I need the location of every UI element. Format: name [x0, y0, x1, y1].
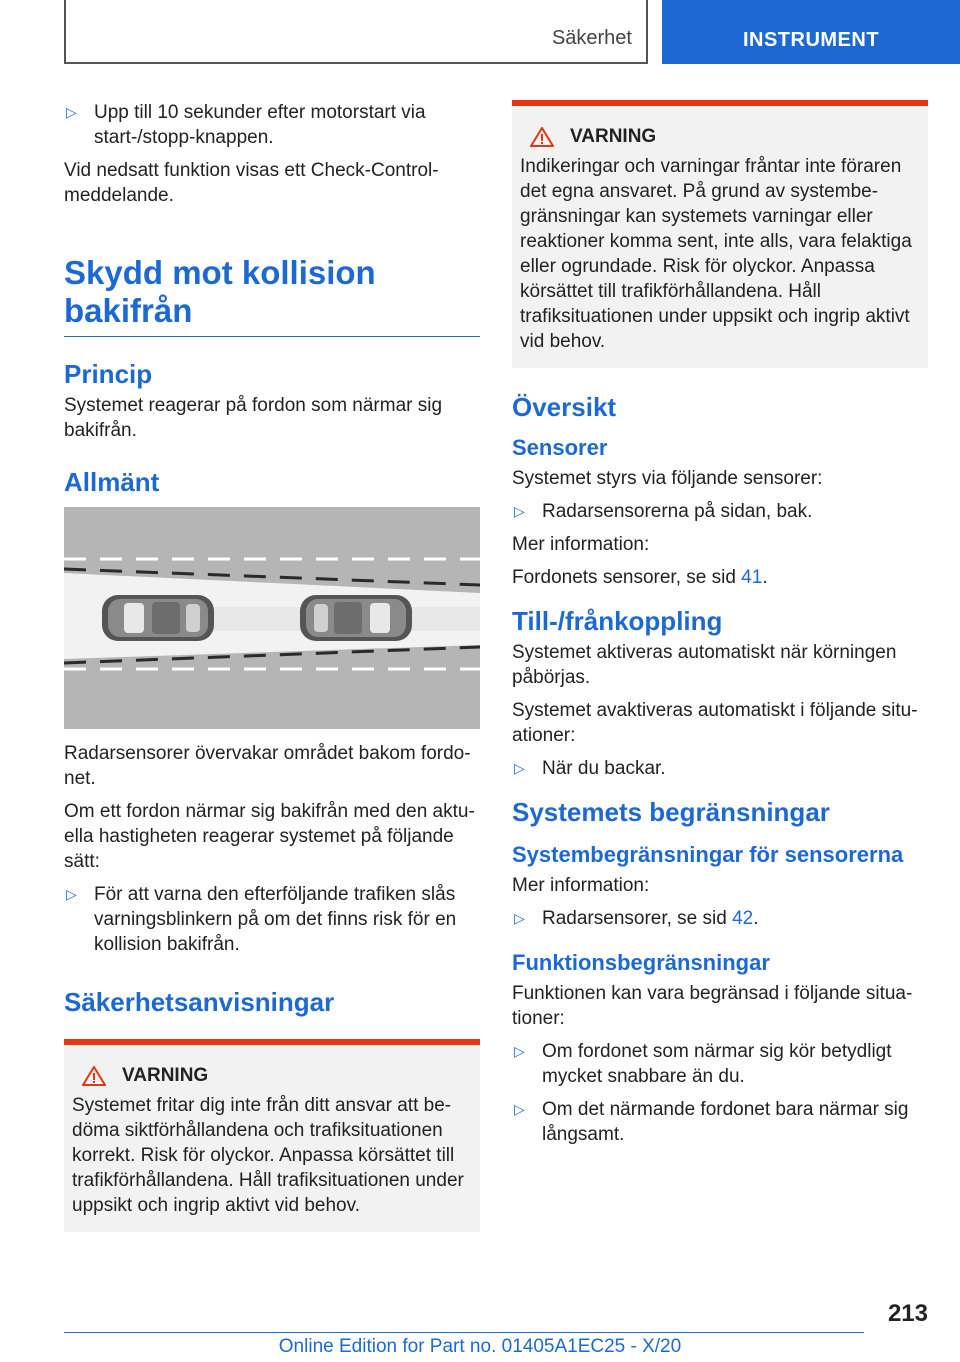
list-item: ▷ Radarsensorerna på sidan, bak.	[514, 501, 813, 522]
triangle-right-outline-icon: ▷	[514, 910, 525, 926]
rear-collision-diagram	[64, 507, 480, 729]
heading-princip: Princip	[64, 359, 153, 389]
heading-sensorer: Sensorer	[512, 435, 608, 460]
header-chapter-label: INSTRUMENT	[742, 29, 880, 51]
warning-box	[512, 100, 928, 368]
page-link-41[interactable]: 41	[741, 567, 763, 588]
triangle-right-outline-icon: ▷	[514, 1043, 525, 1059]
list-item: ▷ Om det närmande fordonet bara närmar sig långsamt.	[514, 1099, 909, 1145]
list-item: ▷ Om fordonet som närmar sig kör betydligt mycket snabbare än du.	[514, 1041, 892, 1087]
page-link-42[interactable]: 42	[732, 908, 754, 929]
warning-box	[64, 1039, 480, 1232]
page-number: 213	[887, 1300, 928, 1327]
triangle-right-outline-icon: ▷	[514, 503, 525, 519]
rear-collision-illustration	[64, 507, 480, 729]
heading-systembegransningar-sensorerna: Systembegränsningar för sensorerna	[512, 842, 904, 867]
paragraph: Om ett fordon närmar sig bakifrån med den aktuella hastigheten reagerar systemet på följande sätt:	[64, 801, 475, 872]
heading-oversikt: Översikt	[512, 392, 617, 422]
paragraph: Mer information:	[512, 875, 650, 896]
page-title: Skydd mot kollision bakifrån	[64, 254, 480, 337]
heading-sakerhetsanvisningar: Säkerhetsanvisningar	[64, 987, 335, 1017]
heading-allmant: Allmänt	[64, 467, 160, 497]
list-item: ▷ När du backar.	[514, 758, 666, 779]
list-item: ▷ Upp till 10 sekunder efter motorstart via start-/stopp-knappen.	[66, 102, 426, 148]
triangle-right-outline-icon: ▷	[66, 886, 77, 902]
paragraph: Systemet aktiveras automatiskt när körningen påbörjas.	[512, 642, 897, 688]
paragraph: Funktionen kan vara begränsad i följande situationer:	[512, 983, 913, 1029]
triangle-right-outline-icon: ▷	[514, 760, 525, 776]
paragraph: Radarsensorer övervakar området bakom fordonet.	[64, 743, 471, 789]
footer-divider	[64, 1332, 864, 1333]
right-column	[512, 100, 928, 1155]
paragraph: Vid nedsatt funktion visas ett Check-Control-meddelande.	[64, 160, 439, 206]
warning-triangle-icon	[530, 127, 554, 147]
warning-text: Indikeringar och varningar fråntar inte föraren det egna ansvaret. På grund av systembegränsningar kan systemets varningar eller reaktioner komma sent, inte alls, vara felaktiga eller ogrundade. Risk för olyckor. Anpassa körsättet till trafikförhållandena. Håll trafiksituationen under uppsikt och ingrip aktivt vid behov.	[520, 156, 912, 352]
paragraph: Systemet reagerar på fordon som närmar sig bakifrån.	[64, 395, 443, 441]
header-section-label: Säkerhet	[551, 27, 632, 49]
paragraph: Systemet styrs via följande sensorer:	[512, 468, 823, 489]
heading-funktionsbegransningar: Funktionsbegränsningar	[512, 950, 770, 975]
front-car	[300, 595, 412, 641]
footer-edition: Online Edition for Part no. 01405A1EC25 - X/20	[278, 1336, 682, 1357]
heading-till-frankoppling: Till-/frånkoppling	[512, 606, 723, 636]
paragraph: Mer information:	[512, 534, 650, 555]
list-item: ▷ För att varna den efterföljande trafiken slås varningsblinkern på om det finns risk för en kollision bakifrån.	[66, 884, 457, 955]
triangle-right-outline-icon: ▷	[514, 1101, 525, 1117]
header-section-tab	[64, 0, 648, 64]
warning-triangle-icon	[82, 1066, 106, 1086]
paragraph: Systemet avaktiveras automatiskt i följande situationer:	[512, 700, 918, 746]
rear-car	[102, 595, 214, 641]
list-item: ▷ Radarsensorer, se sid 42.	[514, 908, 759, 929]
paragraph: Fordonets sensorer, se sid 41.	[512, 567, 768, 588]
warning-title: VARNING	[122, 1065, 209, 1086]
left-column	[64, 100, 480, 1232]
warning-text: Systemet fritar dig inte från ditt ansvar att bedöma siktförhållandena och trafiksituationen korrekt. Risk för olyckor. Anpassa körsättet till trafikförhållandena. Håll trafiksituationen under uppsikt och ingrip aktivt vid behov.	[72, 1095, 464, 1216]
heading-systemets-begransningar: Systemets begränsningar	[512, 797, 830, 827]
triangle-right-outline-icon: ▷	[66, 104, 77, 120]
warning-title: VARNING	[570, 126, 657, 147]
header-chapter-tab	[662, 0, 960, 64]
